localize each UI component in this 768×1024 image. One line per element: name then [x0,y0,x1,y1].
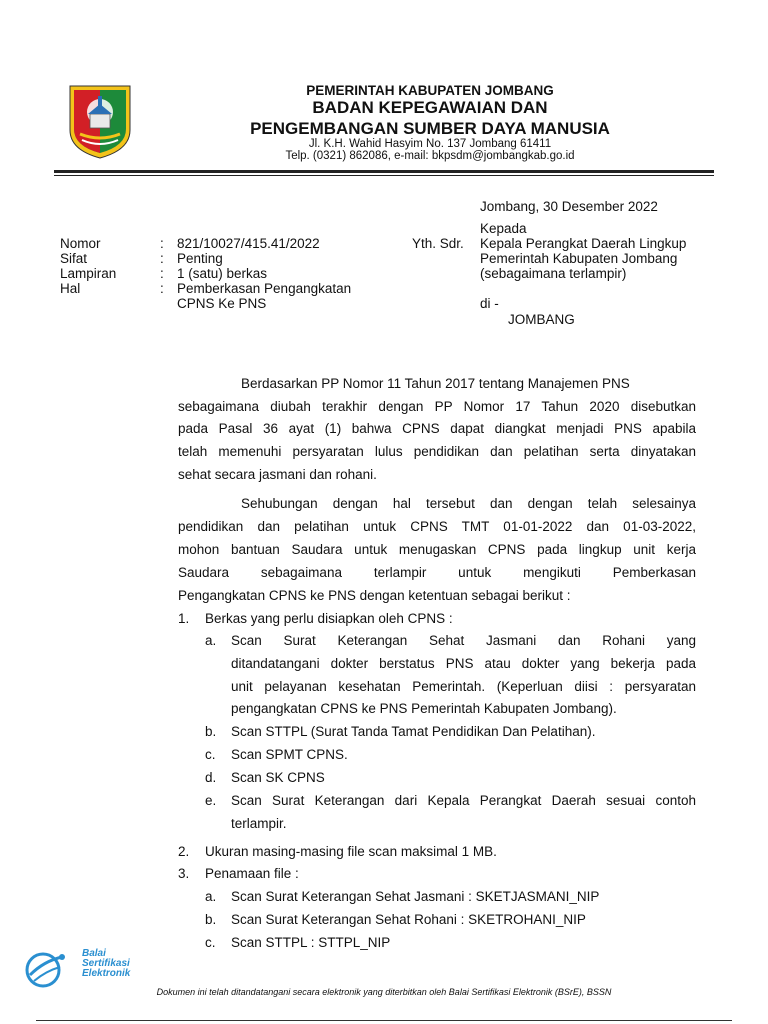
nomor-label: Nomor [60,236,101,251]
recipient-line-1: Kepala Perangkat Daerah Lingkup [480,236,687,251]
recipient-kepada: Kepada [480,221,527,236]
list-marker-3: 3. [178,866,190,881]
sifat-value: Penting [177,251,223,266]
bsre-logo [24,949,154,989]
bsre-label-3: Elektronik [82,968,131,979]
list-item-1: Berkas yang perlu disiapkan oleh CPNS : [205,611,453,626]
hal-label: Hal [60,281,81,296]
lampiran-label: Lampiran [60,266,117,281]
para1-line-1: Berdasarkan PP Nomor 11 Tahun 2017 tentang Manajemen PNS [241,376,630,391]
recipient-line-2: Pemerintah Kabupaten Jombang [480,251,678,266]
letter-date: Jombang, 30 Desember 2022 [480,199,658,214]
para1-line-3: pada Pasal 36 ayat (1) bahwa CPNS dapat diangkat menjadi PNS apabila [178,421,696,436]
bsre-label-1: Balai [82,948,106,959]
letterhead-contact: Telp. (0321) 862086, e-mail: bkpsdm@jombangkab.go.id [285,150,575,162]
nomor-colon: : [160,236,164,251]
sublist-a-line-3: unit pelayanan kesehatan Pemerintah. (Keperluan diisi : persyaratan [231,679,696,694]
lampiran-value: 1 (satu) berkas [177,266,268,281]
list-marker-1: 1. [178,611,190,626]
sublist-marker-d: d. [205,770,217,785]
sublist-a-line-4: pengangkatan CPNS ke PNS Pemerintah Kabupaten Jombang). [231,701,617,716]
sublist-marker-c: c. [205,747,216,762]
hal-colon: : [160,281,164,296]
jombang-coat-of-arms-logo [66,84,134,160]
para1-line-2: sebagaimana diubah terakhir dengan PP Nomor 17 Tahun 2020 disebutkan [178,399,696,414]
sublist-b: Scan STTPL (Surat Tanda Tamat Pendidikan Dan Pelatihan). [231,724,596,739]
hal-value-line-2: CPNS Ke PNS [177,296,267,311]
naming-c: Scan STTPL : STTPL_NIP [231,935,391,950]
sublist-marker-a: a. [205,633,217,648]
recipient-city: JOMBANG [508,312,575,327]
hal-value-line-1: Pemberkasan Pengangkatan [177,281,352,296]
para2-line-2: pendidikan dan pelatihan untuk CPNS TMT 01-01-2022 dan 01-03-2022, [178,519,696,534]
nomor-value: 821/10027/415.41/2022 [177,236,320,251]
letterhead-line-1: PEMERINTAH KABUPATEN JOMBANG [306,83,554,98]
para2-line-5: Pengangkatan CPNS ke PNS dengan ketentuan sebagai berikut : [178,588,571,603]
bsre-label-2: Sertifikasi [82,958,130,969]
recipient-line-3: (sebagaimana terlampir) [480,266,627,281]
para1-line-5: sehat secara jasmani dan rohani. [178,467,377,482]
letterhead-address: Jl. K.H. Wahid Hasyim No. 137 Jombang 61411 [308,138,552,150]
sublist-e-line-1: Scan Surat Keterangan dari Kepala Perangkat Daerah sesuai contoh [231,793,696,808]
letterhead-rule-thick [54,170,714,173]
e-signature-footer: Dokumen ini telah ditandatangani secara elektronik yang diterbitkan oleh Balai Sertifikasi Elektronik (BSrE), BSSN [156,987,612,997]
lampiran-colon: : [160,266,164,281]
list-marker-2: 2. [178,844,190,859]
sublist-d: Scan SK CPNS [231,770,325,785]
para1-line-4: telah memenuhi persyaratan lulus pendidikan dan pelatihan serta dinyatakan [178,444,696,459]
naming-marker-c: c. [205,935,216,950]
para2-line-3: mohon bantuan Saudara untuk menugaskan CPNS pada lingkup unit kerja [178,542,696,557]
recipient-yth: Yth. Sdr. [412,236,464,251]
sublist-a-line-2: ditandatangani dokter berstatus PNS atau dokter yang bekerja pada [231,656,696,671]
naming-b: Scan Surat Keterangan Sehat Rohani : SKETROHANI_NIP [231,912,586,927]
letterhead-rule-thin [54,175,714,176]
letterhead-line-2: BADAN KEPEGAWAIAN DAN [312,98,548,117]
sublist-e-line-2: terlampir. [231,816,287,831]
recipient-di: di - [480,296,499,311]
para2-line-1: Sehubungan dengan hal tersebut dan dengan telah selesainya [241,496,696,511]
sublist-c: Scan SPMT CPNS. [231,747,348,762]
naming-marker-b: b. [205,912,217,927]
naming-a: Scan Surat Keterangan Sehat Jasmani : SKETJASMANI_NIP [231,889,600,904]
letterhead-line-3: PENGEMBANGAN SUMBER DAYA MANUSIA [250,119,610,138]
sublist-a-line-1: Scan Surat Keterangan Sehat Jasmani dan Rohani yang [231,633,696,648]
list-item-3: Penamaan file : [205,866,299,881]
sublist-marker-e: e. [205,793,217,808]
footer-rule [36,1020,732,1021]
sifat-label: Sifat [60,251,88,266]
para2-line-4: Saudara sebagaimana terlampir untuk mengikuti Pemberkasan [178,565,696,580]
sifat-colon: : [160,251,164,266]
naming-marker-a: a. [205,889,217,904]
sublist-marker-b: b. [205,724,217,739]
list-item-2: Ukuran masing-masing file scan maksimal 1 MB. [205,844,497,859]
bsre-globe-icon [24,949,68,989]
